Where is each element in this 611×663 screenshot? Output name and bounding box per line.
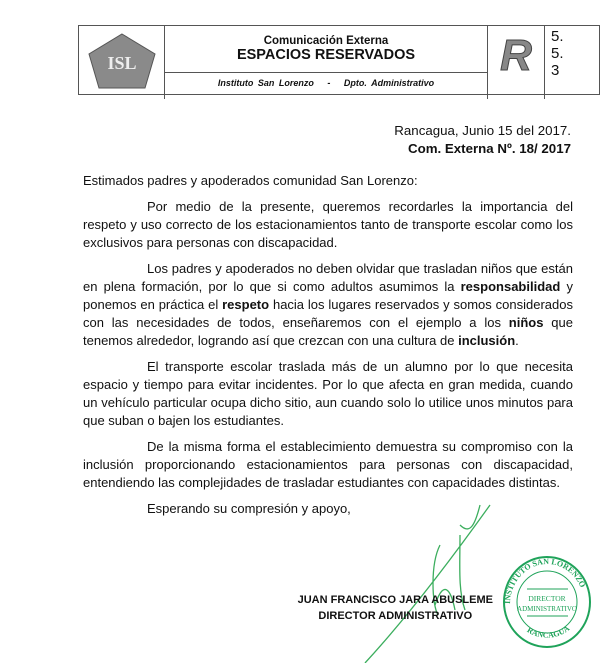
header-subtitle: Comunicación Externa	[263, 35, 389, 47]
institution-line	[165, 73, 487, 88]
document-header	[78, 25, 600, 95]
paragraph-2: Los padres y apoderados no deben olvidar que trasladan niños que están en plena formación, por lo que si como adultos asumimos la responsabilidad y ponemos en práctica el respeto hacia los lugares reservados y somos considerados con las necesidades de todos, enseñaremos con el ejemplo a los niños que tenemos alrededor, logrando así que crezcan con una cultura de inclusión.	[83, 261, 573, 348]
official-stamp-icon	[502, 552, 592, 648]
svg-text:RANCAGUA: RANCAGUA	[525, 623, 572, 640]
school-logo-icon	[79, 26, 165, 94]
signatory-name: JUAN FRANCISCO JARA ABUSLEME	[297, 594, 493, 606]
signatory-role: DIRECTOR ADMINISTRATIVO	[318, 610, 473, 622]
paragraph-4: De la misma forma el establecimiento demuestra su compromiso con la inclusión proporcionando estacionamientos para personas con discapacidad, entendiendo las complejidades de trasladar estudiantes con capacidades distintas.	[83, 439, 573, 490]
title-cell	[165, 26, 488, 99]
department: Dpto. Administrativo	[343, 78, 435, 88]
institution: Instituto San Lorenzo	[217, 78, 314, 88]
code-number	[545, 26, 599, 99]
svg-text:ISL: ISL	[107, 53, 137, 73]
svg-text:ADMINISTRATIVO: ADMINISTRATIVO	[517, 605, 577, 613]
signature-icon	[360, 495, 510, 663]
code-part: 5.	[551, 28, 564, 45]
code-letter: R	[488, 26, 545, 99]
code-part: 3	[551, 62, 560, 79]
paragraph-3: El transporte escolar traslada más de un alumno por lo que necesita espacio y tiempo para evitar incidentes. Por lo que afecta en gran medida, cuando un vehículo particular ocupa dicho sitio, aun cuando solo lo utilice unos minutos para que suban o bajen los estudiantes.	[83, 359, 573, 428]
logo-cell	[79, 26, 165, 99]
greeting: Estimados padres y apoderados comunidad San Lorenzo:	[83, 173, 418, 188]
code-part: 5.	[551, 45, 564, 62]
svg-text:DIRECTOR: DIRECTOR	[528, 594, 566, 603]
page-title: ESPACIOS RESERVADOS	[236, 47, 416, 63]
svg-text:INSTITUTO SAN LORENZO: INSTITUTO SAN LORENZO	[502, 556, 588, 605]
signature-block	[298, 592, 493, 624]
letter-body	[83, 172, 573, 526]
paragraph-1: Por medio de la presente, queremos recordarles la importancia del respeto y uso correcto de los estacionamientos tanto de transporte escolar como los exclusivos para personas con discapacidad.	[83, 199, 573, 250]
closing: Esperando su compresión y apoyo,	[147, 501, 351, 516]
separator: -	[327, 78, 331, 88]
reference-number: Com. Externa Nº. 18/ 2017	[407, 141, 571, 156]
date-line: Rancagua, Junio 15 del 2017.	[394, 123, 571, 138]
